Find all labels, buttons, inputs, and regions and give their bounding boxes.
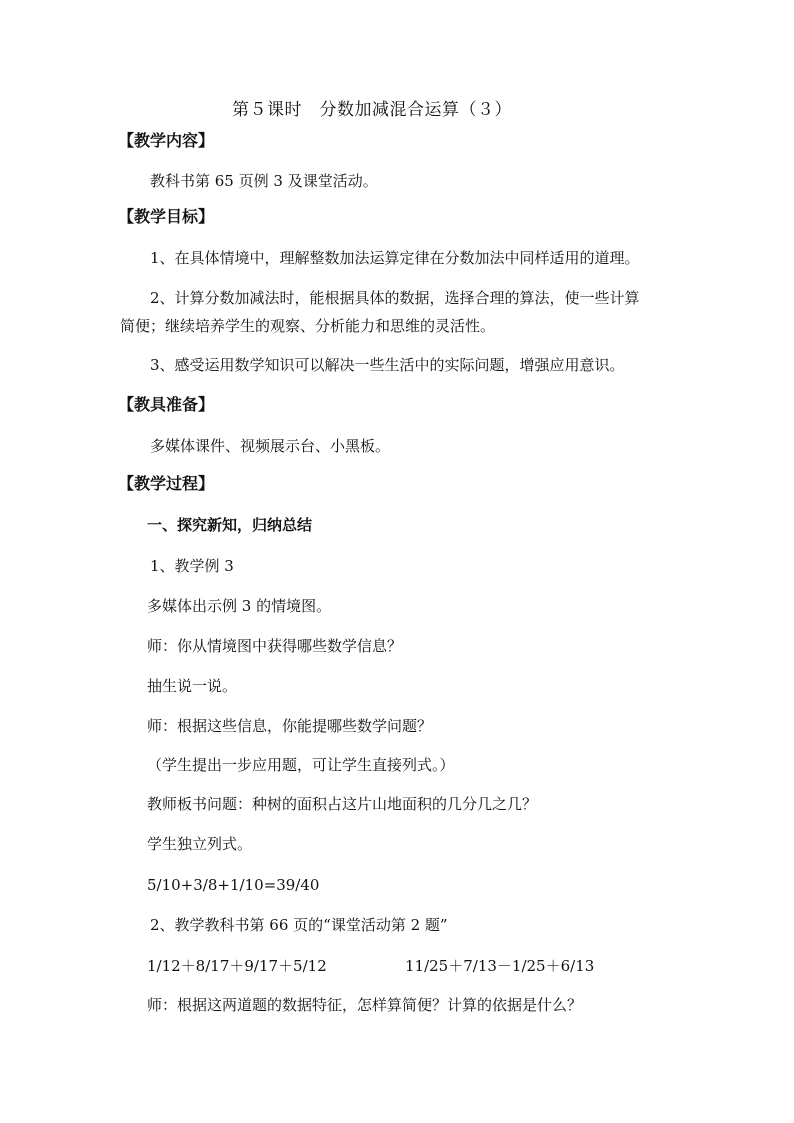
expression-1: 1/12＋8/17＋9/17＋5/12 (147, 957, 327, 975)
goal-item-1: 1、在具体情境中，理解整数加法运算定律在分数加法中同样适用的道理。 (150, 249, 640, 267)
goal-item-2-cont: 简便；继续培养学生的观察、分析能力和思维的灵活性。 (120, 317, 496, 335)
process-line: 师：根据这些信息，你能提哪些数学问题？ (147, 717, 433, 735)
section-heading-content: 【教学内容】 (118, 131, 215, 150)
page-title: 第５课时 分数加减混合运算（３） (232, 100, 512, 120)
goal-item-2: 2、计算分数加减法时，能根据具体的数据，选择合理的算法，使一些计算 (150, 289, 640, 307)
content-text: 教科书第 65 页例 3 及课堂活动。 (150, 172, 378, 190)
process-line: 师：你从情境图中获得哪些数学信息？ (147, 637, 403, 655)
process-line: 1、教学例 3 (150, 557, 234, 575)
process-subheading: 一、探究新知，归纳总结 (147, 516, 313, 534)
process-line: 抽生说一说。 (147, 677, 238, 695)
process-formula: 5/10+3/8+1/10=39/40 (147, 876, 320, 894)
section-heading-goals: 【教学目标】 (118, 207, 215, 226)
process-line: 师：根据这两道题的数据特征，怎样算简便？计算的依据是什么？ (147, 996, 583, 1014)
section-heading-tools: 【教具准备】 (118, 395, 215, 414)
process-line: 教师板书问题：种树的面积占这片山地面积的几分几之几？ (147, 795, 538, 813)
goal-item-3: 3、感受运用数学知识可以解决一些生活中的实际问题，增强应用意识。 (150, 356, 625, 374)
expression-2: 11/25＋7/13－1/25＋6/13 (405, 957, 595, 975)
section-heading-process: 【教学过程】 (118, 474, 215, 493)
process-line: （学生提出一步应用题，可让学生直接列式。） (147, 756, 455, 774)
process-line: 2、教学教科书第 66 页的“课堂活动第 2 题” (150, 916, 448, 934)
process-line: 学生独立列式。 (147, 835, 253, 853)
process-line: 多媒体出示例 3 的情境图。 (147, 597, 332, 615)
tools-text: 多媒体课件、视频展示台、小黑板。 (150, 437, 391, 455)
